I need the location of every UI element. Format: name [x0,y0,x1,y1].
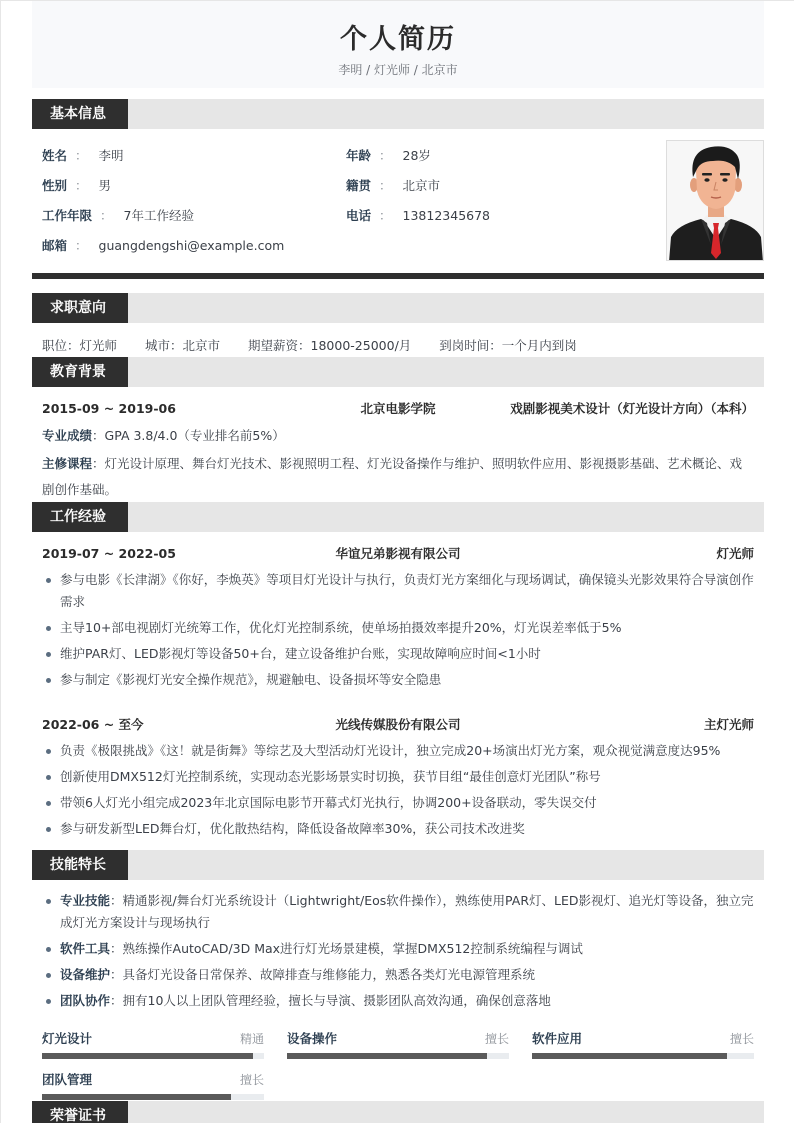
skill-bar-fill [42,1094,231,1100]
skill-text: ：具备灯光设备日常保养、故障排查与维修能力，熟悉各类灯光电源管理系统 [110,967,536,982]
info-colon: ： [379,208,392,223]
skill-label: 设备维护 [60,967,111,982]
work-company: 华谊兄弟影视有限公司 [335,546,461,561]
info-gender [42,177,111,195]
skill-bar-track [42,1094,264,1100]
info-colon: ： [379,148,392,163]
list-item: 创新使用DMX512灯光控制系统，实现动态光影场景实时切换，获节目组“最佳创意灯光团队”称号 [42,766,754,788]
info-label: 姓名 [42,148,68,163]
skill-label: 团队协作 [60,993,111,1008]
page-title: 个人简历 [340,24,456,55]
skills-list [42,890,754,1016]
info-colon: ： [100,208,113,223]
skill-bar-lighting-design [42,1030,264,1048]
email-link[interactable]: guangdengshi@example.com [98,238,285,253]
info-label: 性别 [42,178,68,193]
info-label: 籍贯 [346,178,372,193]
section-education [32,357,764,387]
education-major: 戏剧影视美术设计（灯光设计方向）（本科） [510,401,754,416]
page-subtitle: 李明 / 灯光师 / 北京市 [338,63,458,77]
skill-bar-level: 擅长 [239,1073,264,1087]
skill-bar-name: 设备操作 [287,1031,338,1046]
section-honors [32,1101,764,1123]
skill-text: ：拥有10人以上团队管理经验，擅长与导演、摄影团队高效沟通，确保创意落地 [110,993,551,1008]
skill-bar-level: 擅长 [729,1032,754,1046]
list-item: 维护PAR灯、LED影视灯等设备50+台，建立设备维护台账，实现故障响应时间<1小时 [42,643,754,665]
skill-bar-level: 精通 [239,1032,264,1046]
skill-bar-level: 擅长 [484,1032,509,1046]
section-title: 基本信息 [32,99,128,129]
list-item: 负责《极限挑战》《这！就是街舞》等综艺及大型活动灯光设计，独立完成20+场演出灯光方案，观众视觉满意度达95% [42,740,754,762]
skill-bar-name: 团队管理 [42,1072,93,1087]
info-hometown [346,177,440,195]
list-item: 参与电影《长津湖》《你好，李焕英》等项目灯光设计与执行，负责灯光方案细化与现场调试，确保镜头光影效果符合导演创作需求 [42,569,754,613]
info-value: 28岁 [402,148,431,163]
work-bullets [42,569,754,695]
work-bullets [42,740,754,844]
resume-header [32,1,764,88]
work-company: 光线传媒股份有限公司 [335,717,461,732]
skill-bar-name: 灯光设计 [42,1031,93,1046]
section-skills [32,850,764,880]
section-divider [32,273,764,279]
info-years [42,207,194,225]
list-item [42,990,754,1012]
info-label: 工作年限 [42,208,93,223]
info-colon: ： [379,178,392,193]
education-school: 北京电影学院 [360,401,436,416]
courses-label: 主修课程 [42,456,93,471]
skill-bar-software [532,1030,754,1048]
skill-bar-name: 软件应用 [532,1031,583,1046]
info-phone [346,207,490,225]
courses-value: ：灯光设计原理、舞台灯光技术、影视照明工程、灯光设备操作与维护、照明软件应用、影视摄影基础、艺术概论、戏剧创作基础。 [42,456,743,497]
gpa-label: 专业成绩 [42,428,93,443]
skill-bar-track [532,1053,754,1059]
list-item [42,964,754,986]
skill-text: ：熟练操作AutoCAD/3D Max进行灯光场景建模，掌握DMX512控制系统编程与调试 [110,941,583,956]
skill-label: 软件工具 [60,941,111,956]
info-label: 邮箱 [42,238,68,253]
intent-city: 城市：北京市 [145,338,221,353]
skill-bar-fill [42,1053,253,1059]
list-item: 带领6人灯光小组完成2023年北京国际电影节开幕式灯光执行，协调200+设备联动，零失误交付 [42,792,754,814]
info-value: 男 [98,178,112,193]
skill-bar-team-management [42,1071,264,1089]
education-courses [42,451,754,503]
list-item: 主导10+部电视剧灯光统筹工作，优化灯光控制系统，使单场拍摄效率提升20%，灯光误差率低于5% [42,617,754,639]
skill-bar-fill [532,1053,727,1059]
gpa-value: ：GPA 3.8/4.0（专业排名前5%） [92,428,285,443]
list-item [42,938,754,960]
skill-bar-track [287,1053,509,1059]
info-colon: ： [75,238,88,253]
list-item: 参与制定《影视灯光安全操作规范》，规避触电、设备损坏等安全隐患 [42,669,754,691]
info-label: 年龄 [346,148,372,163]
info-age [346,147,431,165]
info-name [42,147,124,165]
education-gpa [42,423,754,449]
info-label: 电话 [346,208,372,223]
skill-bar-fill [287,1053,487,1059]
education-period: 2015-09 ~ 2019-06 [42,401,176,416]
info-email [42,237,284,255]
section-title: 工作经验 [32,502,128,532]
section-title: 荣誉证书 [32,1101,128,1123]
avatar-illustration-icon [667,141,764,261]
section-title: 求职意向 [32,293,128,323]
section-title: 技能特长 [32,850,128,880]
work-period: 2022-06 ~ 至今 [42,717,144,732]
info-value: 北京市 [402,178,441,193]
skill-label: 专业技能 [60,893,111,908]
list-item [42,890,754,934]
intent-availability: 到岗时间：一个月内到岗 [439,338,577,353]
intent-salary: 期望薪资：18000-25000/月 [248,338,412,353]
work-role: 主灯光师 [703,717,754,732]
section-work-experience [32,502,764,532]
skill-bar-equipment-operation [287,1030,509,1048]
phone-link[interactable]: 13812345678 [402,208,491,223]
intent-position: 职位：灯光师 [42,338,118,353]
list-item: 参与研发新型LED舞台灯，优化散热结构，降低设备故障率30%，获公司技术改进奖 [42,818,754,840]
info-colon: ： [75,178,88,193]
resume-page [32,1,764,1123]
info-value: 李明 [98,148,124,163]
section-job-intention [32,293,764,323]
section-title: 教育背景 [32,357,128,387]
info-colon: ： [75,148,88,163]
avatar-photo [666,140,764,261]
job-intention-row [42,337,605,355]
info-value: 7年工作经验 [123,208,194,223]
work-period: 2019-07 ~ 2022-05 [42,546,176,561]
skill-text: ：精通影视/舞台灯光系统设计（Lightwright/Eos软件操作），熟练使用PAR灯、LED影视灯、追光灯等设备，独立完成灯光方案设计与现场执行 [60,893,754,930]
work-role: 灯光师 [716,546,754,561]
skill-bar-track [42,1053,264,1059]
section-basic-info [32,99,764,129]
